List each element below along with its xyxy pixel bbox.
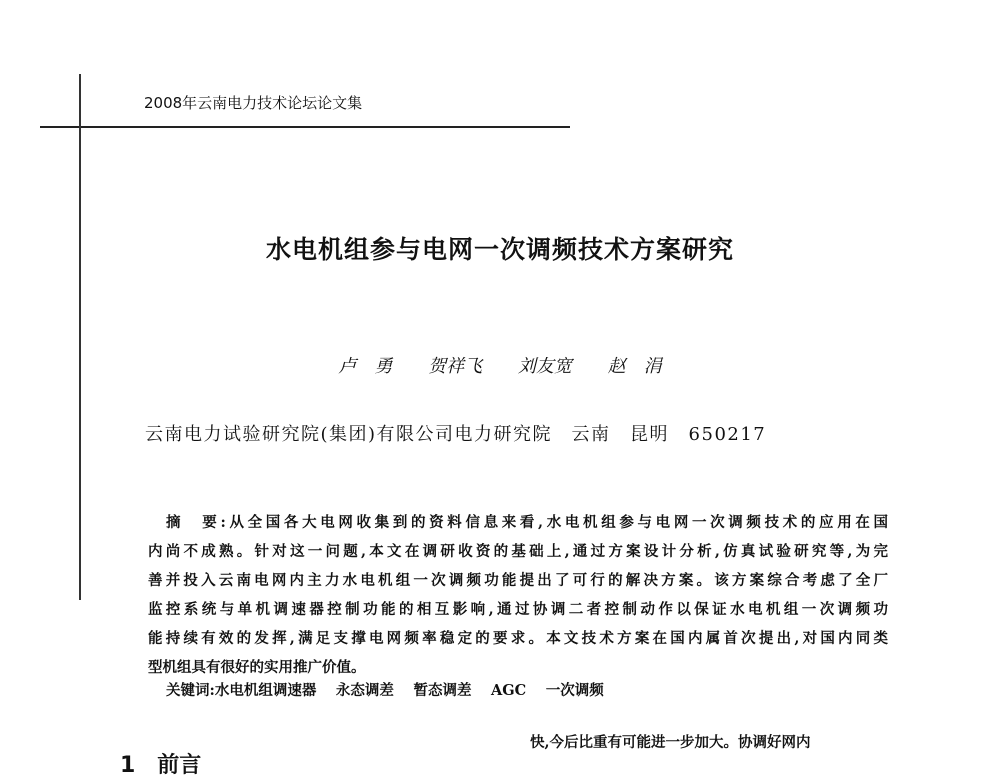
affiliation: 云南电力试验研究院(集团)有限公司电力研究院 云南 昆明 650217 (145, 424, 767, 445)
authors (0, 352, 1000, 378)
header-rule (40, 126, 570, 128)
author: 贺祥飞 (428, 356, 483, 377)
abstract-line: 监控系统与单机调速器控制功能的相互影响,通过协调二者控制动作以保证水电机组一次调频功 (148, 601, 888, 618)
keywords-items: 水电机组调速器 永态调差 暂态调差 AGC 一次调频 (214, 682, 604, 699)
abstract-label: 摘 要: (166, 514, 226, 531)
margin-rule (79, 74, 81, 600)
author: 卢 勇 (338, 356, 393, 377)
running-header: 2008年云南电力技术论坛论文集 (144, 94, 363, 112)
abstract-line: 摘 要:从全国各大电网收集到的资料信息来看,水电机组参与电网一次调频技术的应用在国 (166, 514, 888, 531)
author: 赵 涓 (607, 356, 662, 377)
keywords (166, 679, 604, 700)
author: 刘友宽 (517, 356, 572, 377)
keywords-label: 关键词: (166, 682, 215, 699)
abstract-line: 内尚不成熟。针对这一问题,本文在调研收资的基础上,通过方案设计分析,仿真试验研究等,为完 (148, 543, 888, 560)
section-heading: 1 前言 (120, 753, 202, 778)
abstract-line: 型机组具有很好的实用推广价值。 (148, 659, 366, 676)
body-text-right-column: 快,今后比重有可能进一步加大。协调好网内 (530, 734, 811, 751)
abstract-line: 能持续有效的发挥,满足支撑电网频率稳定的要求。本文技术方案在国内属首次提出,对国内同类 (148, 630, 888, 647)
paper-title: 水电机组参与电网一次调频技术方案研究 (265, 235, 734, 264)
abstract (148, 508, 888, 682)
abstract-line: 善并投入云南电网内主力水电机组一次调频功能提出了可行的解决方案。该方案综合考虑了全厂 (148, 572, 888, 589)
